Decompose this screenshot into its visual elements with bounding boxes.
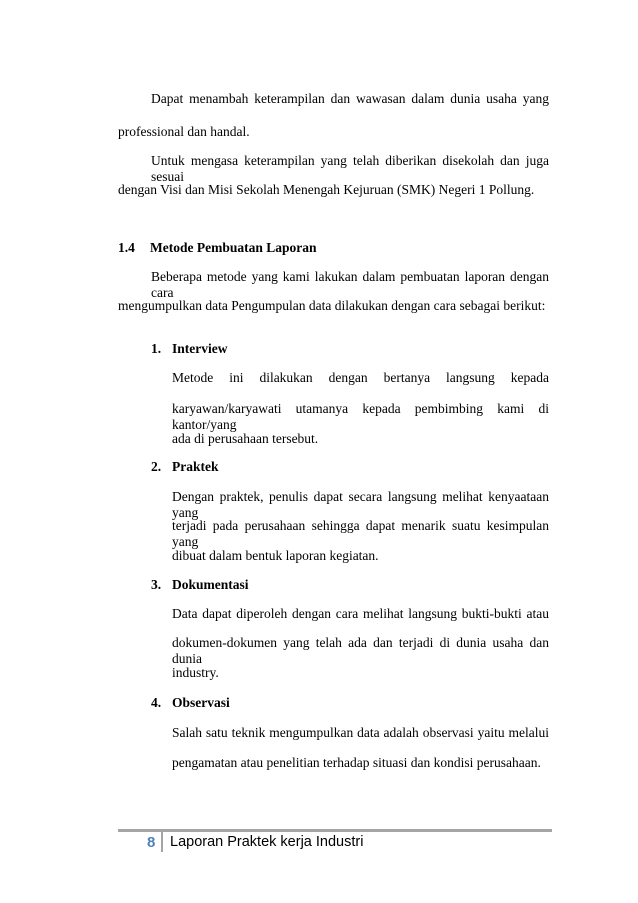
- method-2-line-1: Dengan praktek, penulis dapat secara langsung melihat kenyaataan yang: [172, 489, 549, 520]
- section-number: 1.4: [118, 240, 135, 255]
- method-3-line-1: Data dapat diperoleh dengan cara melihat langsung bukti-bukti atau: [172, 606, 549, 621]
- method-2-line-2: terjadi pada perusahaan sehingga dapat menarik suatu kesimpulan yang: [172, 518, 549, 549]
- method-2-number: 2.: [151, 459, 162, 474]
- method-1-title: Interview: [172, 341, 228, 356]
- method-3-line-3: industry.: [172, 665, 219, 680]
- method-1-line-2: karyawan/karyawati utamanya kepada pembimbing kami di kantor/yang: [172, 401, 549, 432]
- paragraph-1-line-1: Dapat menambah keterampilan dan wawasan dalam dunia usaha yang: [151, 91, 549, 106]
- method-2-line-3: dibuat dalam bentuk laporan kegiatan.: [172, 548, 379, 563]
- paragraph-1-line-2: professional dan handal.: [118, 124, 250, 139]
- method-3-title: Dokumentasi: [172, 577, 249, 592]
- method-1-line-1: Metode ini dilakukan dengan bertanya langsung kepada: [172, 370, 549, 385]
- footer-separator: [161, 832, 163, 852]
- intro-line-1: Beberapa metode yang kami lakukan dalam pembuatan laporan dengan cara: [151, 269, 549, 300]
- method-4-line-1: Salah satu teknik mengumpulkan data adalah observasi yaitu melalui: [172, 725, 549, 740]
- method-1-line-3: ada di perusahaan tersebut.: [172, 431, 319, 446]
- section-title: Metode Pembuatan Laporan: [150, 240, 317, 255]
- footer-page-number: 8: [147, 834, 156, 851]
- method-4-line-2: pengamatan atau penelitian terhadap situasi dan kondisi perusahaan.: [172, 755, 541, 770]
- method-3-number: 3.: [151, 577, 162, 592]
- footer-title: Laporan Praktek kerja Industri: [170, 834, 364, 850]
- intro-line-2: mengumpulkan data Pengumpulan data dilakukan dengan cara sebagai berikut:: [118, 298, 546, 313]
- method-4-number: 4.: [151, 695, 162, 710]
- method-1-number: 1.: [151, 341, 162, 356]
- method-2-title: Praktek: [172, 459, 219, 474]
- footer-rule: [118, 829, 552, 832]
- method-3-line-2: dokumen-dokumen yang telah ada dan terjadi di dunia usaha dan dunia: [172, 635, 549, 666]
- method-4-title: Observasi: [172, 695, 230, 710]
- paragraph-2-line-1: Untuk mengasa keterampilan yang telah diberikan disekolah dan juga sesuai: [151, 153, 549, 184]
- paragraph-2-line-2: dengan Visi dan Misi Sekolah Menengah Kejuruan (SMK) Negeri 1 Pollung.: [118, 182, 535, 197]
